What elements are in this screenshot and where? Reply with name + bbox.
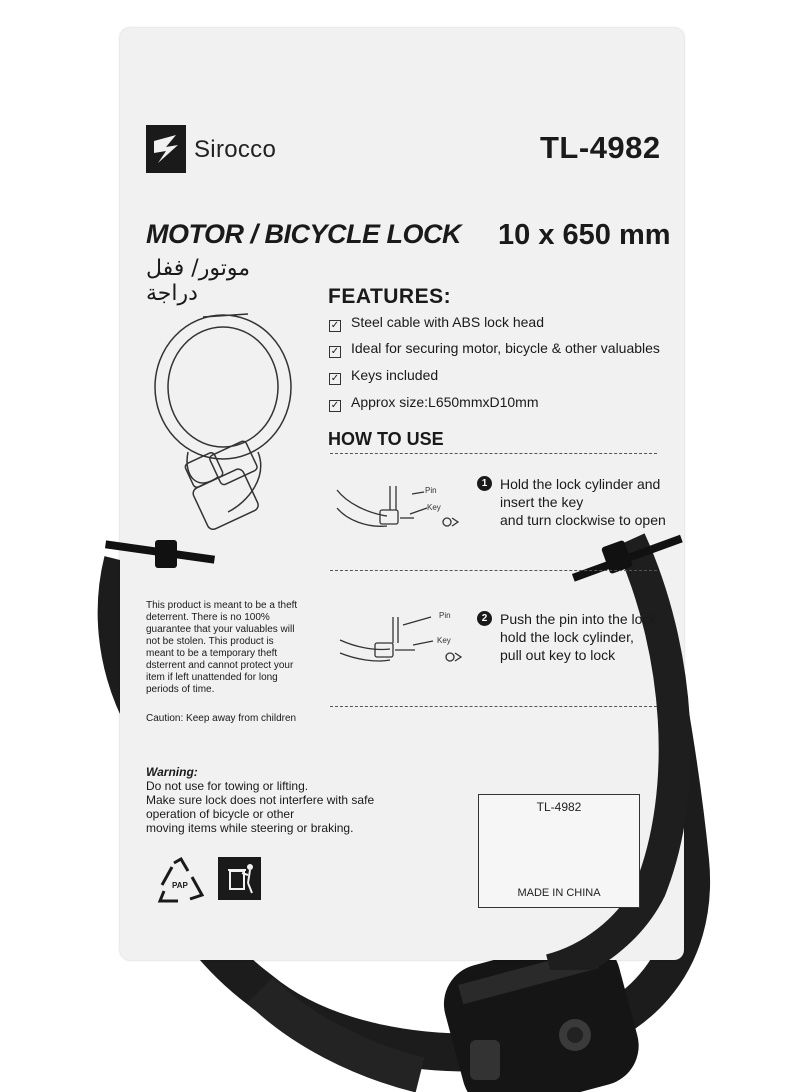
cable-tie-left [100,530,220,590]
brand-name: Sirocco [194,136,277,163]
checkbox-checked-icon: ✓ [330,373,340,384]
product-size: 10 x 650 mm [498,219,671,251]
label-origin: MADE IN CHINA [517,887,601,899]
step-1-diagram [332,478,472,538]
feature-item: ✓ Ideal for securing motor, bicycle & other valuables [330,340,660,357]
lock-illustration [148,302,318,537]
divider [330,570,657,571]
divider [330,453,657,454]
warning-line: Do not use for towing or lifting. [146,779,309,793]
step-2-number: 2 [477,611,492,626]
caution-text: Caution: Keep away from children [146,713,297,724]
model-number: TL-4982 [540,130,661,165]
warning-line: Make sure lock does not interfere with safe [146,793,375,807]
label-model: TL-4982 [536,800,582,814]
product-label-box [478,794,640,908]
disclaimer-text: This product is meant to be a theft deterrent. There is no 100% guarantee that your valuables will not be stolen. This product is meant to be a temporary theft dsterrent and cannot protect your item if left unattended for long periods of time. [146,600,298,695]
divider [330,706,657,707]
cable-tie-right [565,525,685,595]
step-1-text: Hold the lock cylinder and insert the key and turn clockwise to open [500,476,666,528]
recycle-label: PAP [172,881,188,890]
feature-item: ✓ Approx size:L650mmxD10mm [330,394,539,411]
checkbox-checked-icon: ✓ [330,320,340,331]
checkbox-checked-icon: ✓ [330,400,340,411]
step-1-key-label: Key [427,503,441,512]
warning-line: moving items while steering or braking. [146,821,354,835]
step-2-pin-label: Pin [439,611,451,620]
feature-item: ✓ Steel cable with ABS lock head [330,314,545,331]
step-1-number: 1 [477,476,492,491]
sirocco-logo-icon [146,125,186,173]
warning-line: operation of bicycle or other [146,807,295,821]
feature-item: ✓ Keys included [330,367,439,384]
step-2-diagram [335,605,475,670]
step-2-text: Push the pin into the lock, hold the lock cylinder, pull out key to lock [500,611,661,663]
arabic-title: موتور/ ففل دراجة [146,256,250,306]
bin-disposal-icon [218,857,261,900]
warning-heading: Warning: [146,765,198,779]
features-heading: FEATURES: [328,285,452,308]
how-to-use-heading: HOW TO USE [328,429,444,449]
step-2-key-label: Key [437,636,451,645]
recycle-icon [152,855,210,907]
step-1-pin-label: Pin [425,486,437,495]
checkbox-checked-icon: ✓ [330,346,340,357]
product-title: MOTOR / BICYCLE LOCK [146,219,462,249]
